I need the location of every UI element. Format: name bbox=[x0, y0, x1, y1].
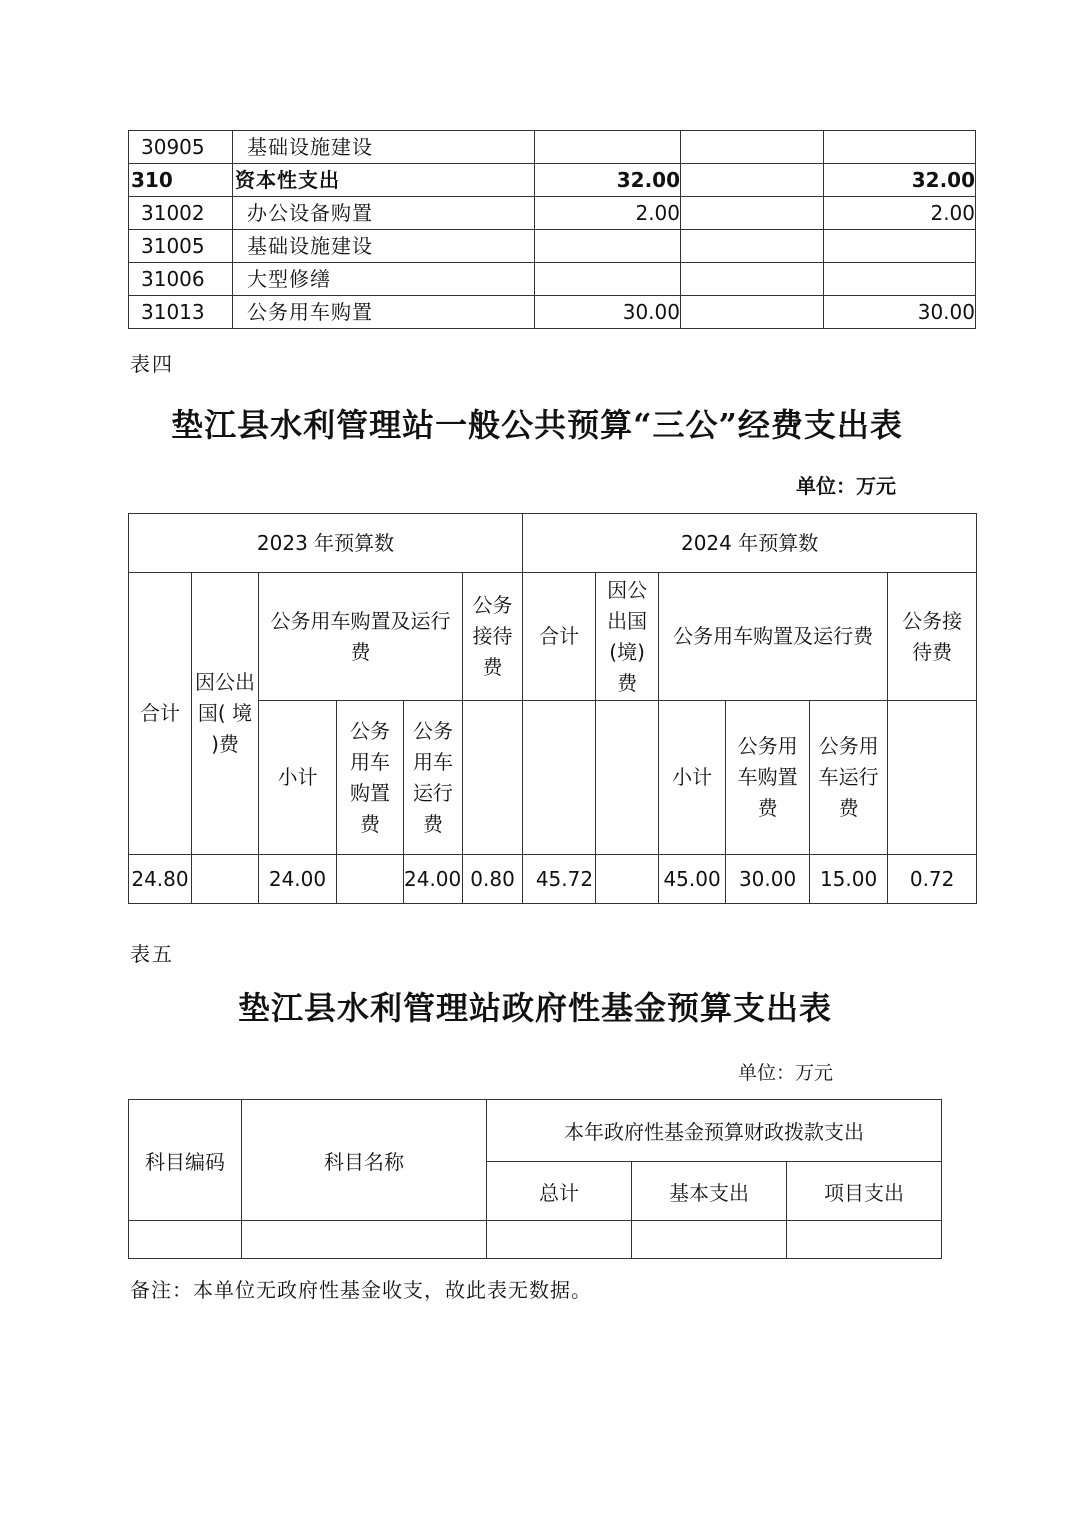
header-car-2023: 公务用车购置及运行费 bbox=[259, 573, 463, 701]
header-car-2024: 公务用车购置及运行费 bbox=[659, 573, 888, 701]
page-title: 垫江县水利管理站政府性基金预算支出表 bbox=[237, 989, 832, 1027]
row-name: 资本性支出 bbox=[233, 164, 535, 197]
header-subtotal-2023: 小计 bbox=[259, 701, 337, 855]
table-row bbox=[129, 263, 976, 296]
row-value-total: 2.00 bbox=[535, 197, 681, 230]
value-reception-2023: 0.80 bbox=[463, 855, 523, 904]
header-2024: 2024 年预算数 bbox=[523, 514, 977, 573]
row-code: 31006 bbox=[129, 263, 233, 296]
unit-label: 单位：万元 bbox=[738, 1062, 834, 1084]
value-total-2024: 45.72 bbox=[523, 855, 596, 904]
header-code: 科目编码 bbox=[129, 1100, 242, 1221]
value-car-purchase-2024: 30.00 bbox=[726, 855, 810, 904]
header-reception-2024: 公务接待费 bbox=[888, 573, 977, 701]
value-car-operation-2024: 15.00 bbox=[810, 855, 888, 904]
empty-cell bbox=[463, 701, 523, 855]
row-name: 大型修缮 bbox=[233, 263, 535, 296]
row-value-project bbox=[824, 230, 976, 263]
row-value-project bbox=[824, 131, 976, 164]
row-name: 公务用车购置 bbox=[233, 296, 535, 329]
row-value-total bbox=[535, 131, 681, 164]
header-car-purchase-2023: 公务用车购置费 bbox=[337, 701, 404, 855]
header-car-operation-2023: 公务用车运行费 bbox=[404, 701, 463, 855]
row-code: 31002 bbox=[129, 197, 233, 230]
header-project: 项目支出 bbox=[787, 1162, 942, 1221]
row-value-basic bbox=[681, 230, 824, 263]
value-car-operation-2023: 24.00 bbox=[404, 855, 463, 904]
header-reception-2023: 公务接待费 bbox=[463, 573, 523, 701]
header-2023: 2023 年预算数 bbox=[129, 514, 523, 573]
row-value-basic bbox=[681, 197, 824, 230]
header-basic: 基本支出 bbox=[632, 1162, 787, 1221]
header-group: 本年政府性基金预算财政拨款支出 bbox=[487, 1100, 942, 1162]
row-code: 310 bbox=[129, 164, 233, 197]
empty-cell bbox=[242, 1221, 487, 1259]
table-row bbox=[129, 230, 976, 263]
page-title: 垫江县水利管理站一般公共预算“三公”经费支出表 bbox=[171, 406, 903, 444]
row-name: 基础设施建设 bbox=[233, 131, 535, 164]
row-value-basic bbox=[681, 296, 824, 329]
empty-cell bbox=[632, 1221, 787, 1259]
row-name: 办公设备购置 bbox=[233, 197, 535, 230]
header-name: 科目名称 bbox=[242, 1100, 487, 1221]
row-value-basic bbox=[681, 131, 824, 164]
row-value-project bbox=[824, 263, 976, 296]
row-value-project: 30.00 bbox=[824, 296, 976, 329]
value-car-subtotal-2023: 24.00 bbox=[259, 855, 337, 904]
row-value-project: 2.00 bbox=[824, 197, 976, 230]
empty-cell bbox=[129, 1221, 242, 1259]
header-subtotal-2024: 小计 bbox=[659, 701, 726, 855]
row-value-basic bbox=[681, 164, 824, 197]
unit-label: 单位：万元 bbox=[796, 474, 896, 498]
row-value-total bbox=[535, 263, 681, 296]
row-code: 30905 bbox=[129, 131, 233, 164]
value-car-subtotal-2024: 45.00 bbox=[659, 855, 726, 904]
header-car-operation-2024: 公务用车运行费 bbox=[810, 701, 888, 855]
table-row bbox=[129, 131, 976, 164]
value-abroad-2023 bbox=[192, 855, 259, 904]
row-value-total bbox=[535, 230, 681, 263]
header-total: 总计 bbox=[487, 1162, 632, 1221]
empty-cell bbox=[596, 701, 659, 855]
row-code: 31013 bbox=[129, 296, 233, 329]
row-value-basic bbox=[681, 263, 824, 296]
header-total-2024: 合计 bbox=[523, 573, 596, 701]
value-abroad-2024 bbox=[596, 855, 659, 904]
row-value-project: 32.00 bbox=[824, 164, 976, 197]
three-public-expenses-table bbox=[128, 513, 977, 904]
value-total-2023: 24.80 bbox=[129, 855, 192, 904]
table-row bbox=[129, 197, 976, 230]
value-car-purchase-2023 bbox=[337, 855, 404, 904]
row-code: 31005 bbox=[129, 230, 233, 263]
table-row bbox=[129, 164, 976, 197]
value-reception-2024: 0.72 bbox=[888, 855, 977, 904]
header-abroad-2023: 因公出国( 境 )费 bbox=[192, 573, 259, 855]
table-row bbox=[129, 296, 976, 329]
empty-cell bbox=[523, 701, 596, 855]
table-note: 备注：本单位无政府性基金收支，故此表无数据。 bbox=[130, 1278, 592, 1302]
row-name: 基础设施建设 bbox=[233, 230, 535, 263]
expenditure-table-continued bbox=[128, 130, 976, 329]
row-value-total: 32.00 bbox=[535, 164, 681, 197]
empty-cell bbox=[888, 701, 977, 855]
empty-cell bbox=[787, 1221, 942, 1259]
header-abroad-2024: 因公出国(境)费 bbox=[596, 573, 659, 701]
table-label: 表四 bbox=[130, 352, 174, 376]
header-car-purchase-2024: 公务用车购置费 bbox=[726, 701, 810, 855]
empty-cell bbox=[487, 1221, 632, 1259]
government-fund-table bbox=[128, 1099, 942, 1259]
row-value-total: 30.00 bbox=[535, 296, 681, 329]
table-label: 表五 bbox=[130, 942, 174, 966]
header-total-2023: 合计 bbox=[129, 573, 192, 855]
